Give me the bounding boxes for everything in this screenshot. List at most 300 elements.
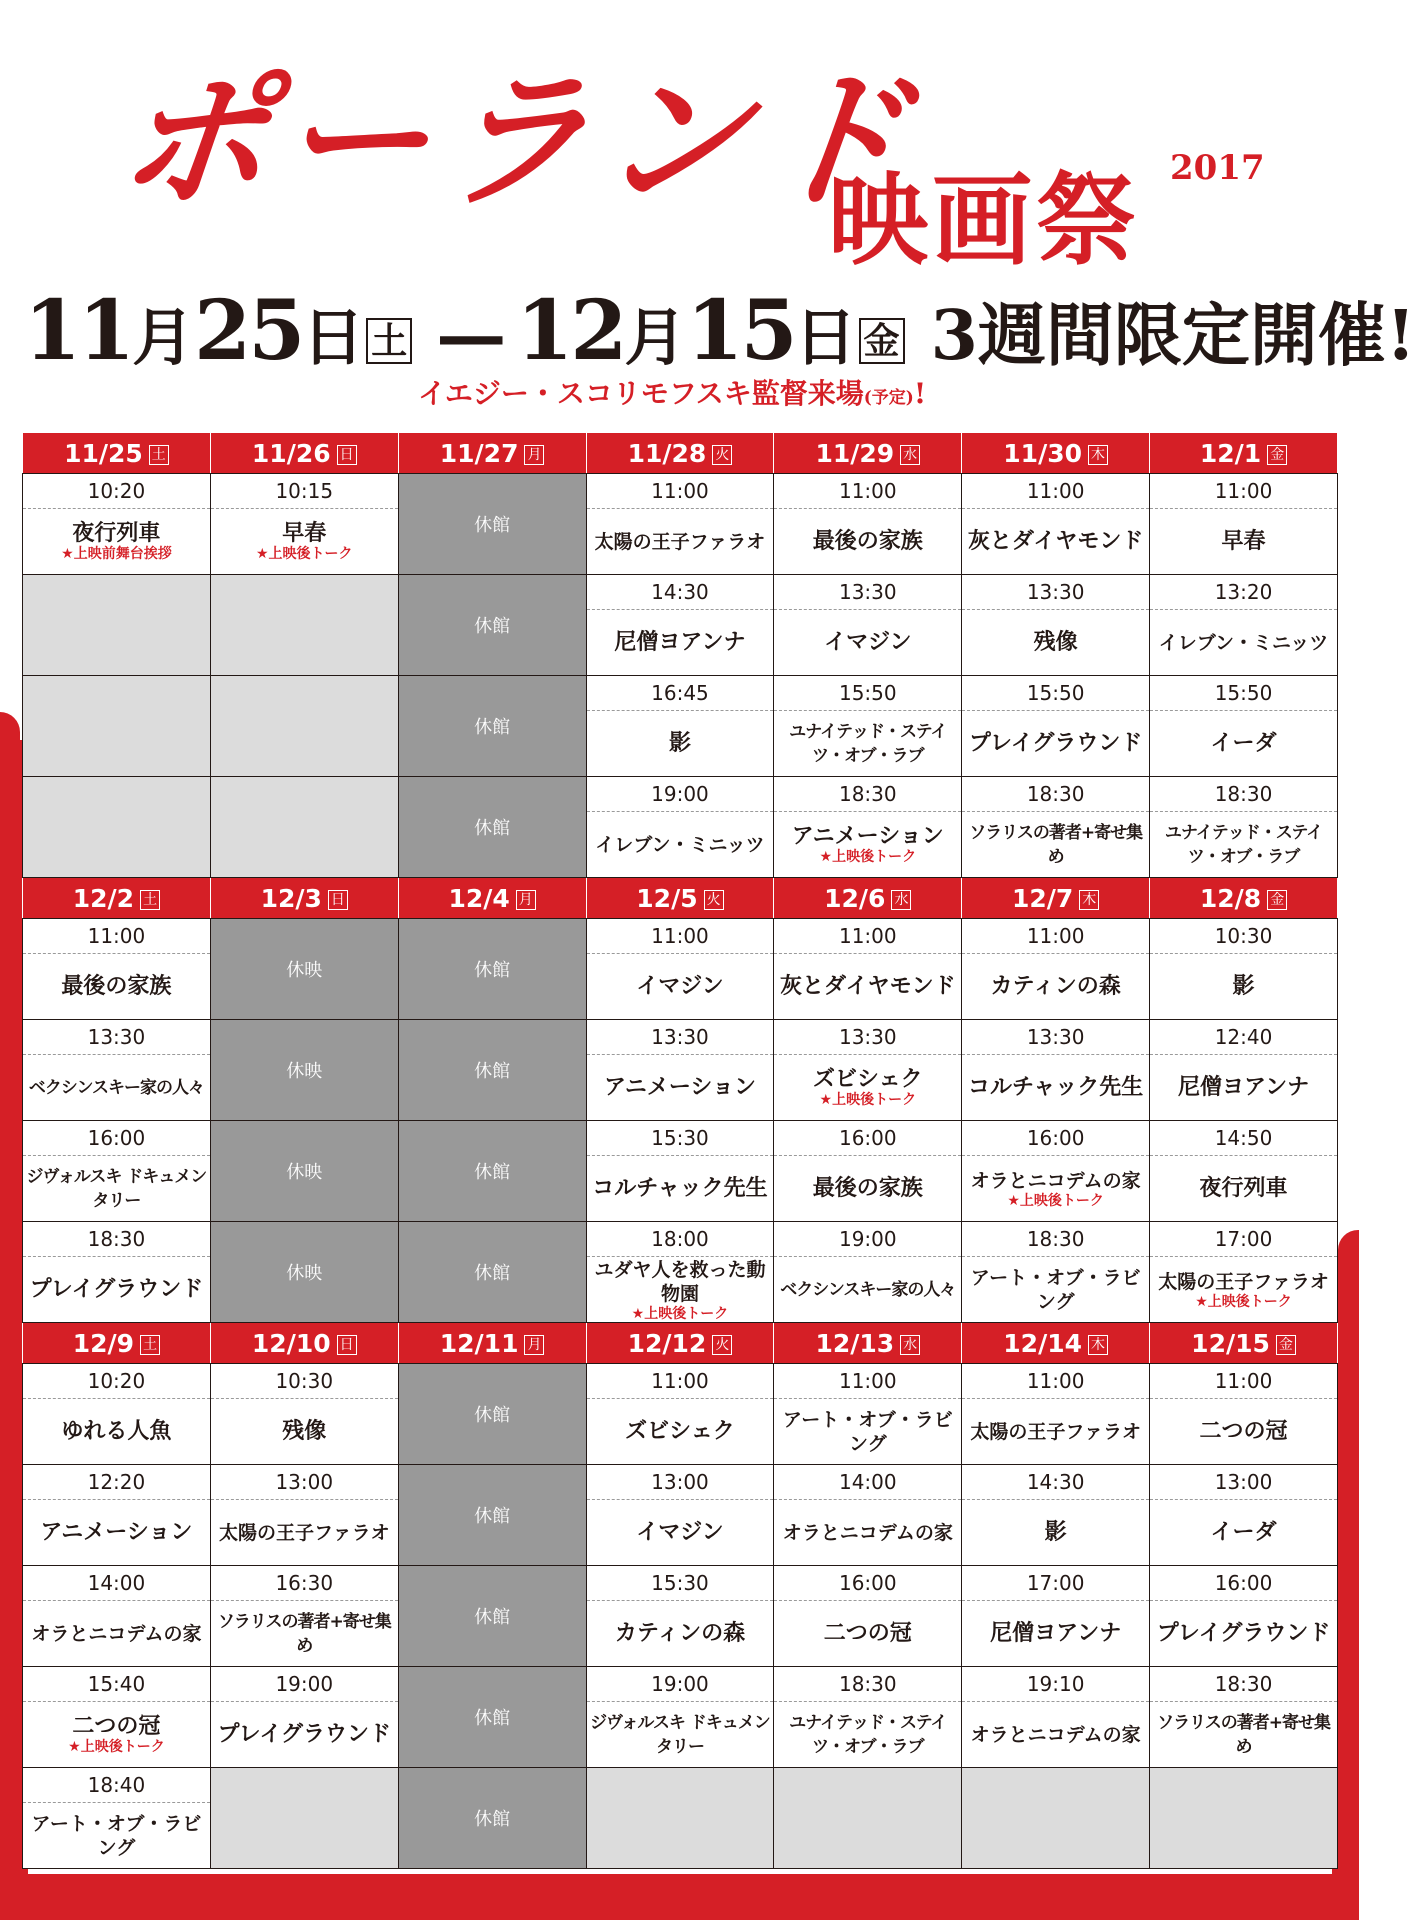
film-title: アート・オブ・ラビング [970, 1266, 1141, 1313]
screening-cell [23, 1465, 211, 1566]
film-block [1150, 1055, 1337, 1120]
screening-time: 13:30 [23, 1020, 210, 1055]
closed-label: 休館 [474, 717, 511, 738]
film-block [23, 1500, 210, 1565]
screening-time: 10:20 [23, 474, 210, 509]
film-block [962, 812, 1149, 877]
screening-time: 15:30 [587, 1121, 774, 1156]
screening-cell [586, 1222, 774, 1323]
screening-time: 18:30 [23, 1222, 210, 1257]
film-block [1150, 812, 1337, 877]
day-date: 12/4 [448, 883, 510, 913]
screening-time: 19:10 [962, 1667, 1149, 1702]
film-title: 残像 [282, 1418, 327, 1444]
closed-cell [210, 919, 398, 1020]
screening-time: 11:00 [587, 474, 774, 509]
screening-time: 16:00 [23, 1121, 210, 1156]
film-title: ズビシェク [625, 1418, 735, 1444]
start-weekday: 土 [366, 318, 412, 364]
closed-cell [398, 676, 586, 777]
film-title: カティンの森 [614, 1620, 746, 1646]
day-header [962, 1323, 1150, 1364]
screening-time: 12:20 [23, 1465, 210, 1500]
film-title: 二つの冠 [72, 1713, 161, 1739]
day-weekday: 木 [1088, 445, 1108, 465]
screening-row [23, 1020, 1338, 1121]
film-block [587, 954, 774, 1019]
screening-time: 18:30 [962, 777, 1149, 812]
film-block [1150, 711, 1337, 776]
screening-time: 16:00 [962, 1121, 1149, 1156]
closed-label: 休館 [474, 818, 511, 839]
screening-time: 13:30 [962, 575, 1149, 610]
end-day-unit: 日 [794, 301, 857, 374]
day-weekday: 木 [1088, 1335, 1108, 1355]
screening-time: 11:00 [587, 919, 774, 954]
screening-cell [586, 676, 774, 777]
film-block [1150, 610, 1337, 675]
day-weekday: 土 [149, 445, 169, 465]
screening-cell [586, 919, 774, 1020]
film-block [774, 1156, 961, 1221]
screening-time: 17:00 [1150, 1222, 1337, 1257]
closed-label: 休館 [474, 1607, 511, 1628]
closed-cell [210, 1222, 398, 1323]
film-block [962, 509, 1149, 574]
empty-cell [210, 777, 398, 878]
closed-cell [398, 1667, 586, 1768]
film-title: 早春 [282, 520, 327, 546]
closed-cell [398, 1768, 586, 1869]
film-title: オラとニコデムの家 [970, 1169, 1141, 1192]
film-block [23, 1156, 210, 1221]
film-title: 最後の家族 [812, 528, 923, 554]
film-block [1150, 954, 1337, 1019]
screening-cell [210, 474, 398, 575]
event-note: ★上映後トーク [255, 545, 353, 562]
closed-label: 休映 [286, 1162, 323, 1183]
day-weekday: 土 [140, 1335, 160, 1355]
screening-cell [1150, 1667, 1338, 1768]
right-red-shape-top [1338, 1230, 1359, 1270]
day-date: 12/1 [1199, 438, 1262, 468]
day-weekday: 水 [900, 1335, 920, 1355]
start-day-unit: 日 [302, 301, 365, 374]
screening-time: 16:45 [587, 676, 774, 711]
event-note: ★上映後トーク [1195, 1293, 1292, 1310]
start-month-unit: 月 [132, 301, 195, 374]
film-block [774, 1055, 961, 1120]
day-weekday: 火 [712, 445, 732, 465]
film-block [211, 509, 398, 574]
screening-time: 13:00 [587, 1465, 774, 1500]
screening-time: 18:30 [774, 1667, 961, 1702]
film-title: 影 [1044, 1519, 1067, 1545]
screening-row [23, 1566, 1338, 1667]
empty-cell [23, 575, 211, 676]
film-block [587, 610, 774, 675]
screening-cell [774, 1465, 962, 1566]
day-header [398, 433, 586, 474]
day-header [774, 433, 962, 474]
day-date: 11/27 [439, 438, 519, 468]
day-date: 11/30 [1003, 438, 1082, 468]
film-title: コルチャック先生 [592, 1175, 768, 1201]
day-weekday: 金 [1267, 890, 1287, 910]
event-note: ★上映前舞台挨拶 [61, 545, 172, 562]
day-weekday: 月 [524, 1335, 544, 1355]
film-block [962, 1257, 1149, 1322]
screening-row [23, 676, 1338, 777]
closed-label: 休館 [474, 1708, 511, 1729]
closed-cell [398, 777, 586, 878]
film-title: イマジン [824, 629, 912, 655]
film-block [774, 711, 961, 776]
film-block [962, 1500, 1149, 1565]
film-block [774, 509, 961, 574]
film-block [211, 1601, 398, 1666]
film-title: イマジン [636, 973, 724, 999]
day-header [1150, 878, 1338, 919]
film-block [23, 1601, 210, 1666]
screening-cell [1150, 1121, 1338, 1222]
film-title: アート・オブ・ラビング [782, 1408, 953, 1455]
screening-time: 11:00 [1150, 474, 1337, 509]
festival-year: 2017 [1170, 148, 1265, 188]
film-title: 夜行列車 [1199, 1175, 1288, 1201]
day-weekday: 水 [900, 445, 920, 465]
screening-time: 16:30 [211, 1566, 398, 1601]
film-title: 灰とダイヤモンド [967, 528, 1144, 554]
film-title: 夜行列車 [72, 520, 161, 546]
screening-cell [210, 1566, 398, 1667]
day-header [962, 433, 1150, 474]
day-header [962, 878, 1150, 919]
day-date: 12/10 [251, 1328, 331, 1358]
screening-time: 18:00 [587, 1222, 774, 1257]
empty-cell [586, 1768, 774, 1869]
film-title: プレイグラウンド [29, 1276, 204, 1302]
film-block [1150, 1601, 1337, 1666]
film-title: オラとニコデムの家 [782, 1521, 953, 1544]
day-date: 12/2 [72, 883, 135, 913]
day-date: 12/15 [1191, 1328, 1270, 1358]
screening-cell [23, 1667, 211, 1768]
week-header-row [23, 878, 1338, 919]
screening-time: 11:00 [1150, 1364, 1337, 1399]
closed-cell [398, 1121, 586, 1222]
screening-time: 15:30 [587, 1566, 774, 1601]
day-date: 11/26 [251, 438, 331, 468]
screening-cell [586, 1020, 774, 1121]
day-header [586, 433, 774, 474]
screening-cell [774, 1222, 962, 1323]
film-title: ソラリスの著者+寄せ集め [217, 1611, 391, 1656]
screening-time: 14:30 [962, 1465, 1149, 1500]
closed-cell [398, 1020, 586, 1121]
day-header [398, 1323, 586, 1364]
day-weekday: 月 [516, 890, 536, 910]
screening-time: 15:50 [962, 676, 1149, 711]
film-title: 太陽の王子ファラオ [218, 1521, 390, 1544]
day-date: 11/28 [627, 438, 707, 468]
bottom-red-band [0, 1874, 1359, 1920]
day-weekday: 金 [1267, 445, 1287, 465]
screening-row [23, 1768, 1338, 1869]
film-block [962, 1702, 1149, 1767]
empty-cell [210, 575, 398, 676]
day-date: 12/13 [815, 1328, 895, 1358]
event-note: ★上映後トーク [819, 848, 917, 865]
film-title: イーダ [1210, 1519, 1277, 1545]
film-title: イレブン・ミニッツ [595, 833, 765, 856]
screening-cell [586, 1465, 774, 1566]
screening-cell [23, 1768, 211, 1869]
film-title: 太陽の王子ファラオ [594, 530, 766, 553]
screening-cell [210, 1364, 398, 1465]
closed-label: 休館 [474, 1405, 511, 1426]
day-header [210, 878, 398, 919]
film-block [962, 610, 1149, 675]
film-block [587, 1055, 774, 1120]
screening-cell [586, 1121, 774, 1222]
film-block [962, 1399, 1149, 1464]
film-block [23, 1055, 210, 1120]
event-note: ★上映後トーク [68, 1738, 165, 1755]
film-title: 残像 [1033, 629, 1078, 655]
screening-cell [962, 1020, 1150, 1121]
film-block [1150, 1500, 1337, 1565]
day-date: 12/8 [1199, 883, 1262, 913]
screening-cell [23, 1222, 211, 1323]
end-day: 15 [686, 283, 795, 379]
screening-cell [774, 777, 962, 878]
screening-time: 16:00 [774, 1121, 961, 1156]
screening-time: 19:00 [774, 1222, 961, 1257]
day-header [586, 878, 774, 919]
film-block [962, 711, 1149, 776]
day-header [774, 878, 962, 919]
screening-cell [1150, 777, 1338, 878]
screening-row [23, 777, 1338, 878]
closed-label: 休館 [474, 616, 511, 637]
day-weekday: 火 [712, 1335, 732, 1355]
screening-time: 14:30 [587, 575, 774, 610]
empty-cell [774, 1768, 962, 1869]
screening-time: 11:00 [774, 474, 961, 509]
film-block [587, 1601, 774, 1666]
screening-cell [962, 1364, 1150, 1465]
screening-cell [23, 1020, 211, 1121]
film-block [774, 954, 961, 1019]
film-title: 二つの冠 [1199, 1418, 1288, 1444]
screening-time: 11:00 [774, 1364, 961, 1399]
film-block [774, 1399, 961, 1464]
film-title: ソラリスの著者+寄せ集め [1157, 1712, 1330, 1757]
film-title: アート・オブ・ラビング [31, 1812, 202, 1859]
film-block [587, 1500, 774, 1565]
screening-time: 10:15 [211, 474, 398, 509]
screening-cell [1150, 919, 1338, 1020]
day-header [210, 1323, 398, 1364]
film-title: 太陽の王子ファラオ [970, 1420, 1141, 1443]
film-block [587, 711, 774, 776]
day-weekday: 日 [337, 1335, 357, 1355]
screening-cell [23, 1566, 211, 1667]
day-header [774, 1323, 962, 1364]
closed-cell [398, 1222, 586, 1323]
film-title: ソラリスの著者+寄せ集め [969, 822, 1143, 867]
closed-cell [210, 1020, 398, 1121]
event-note: ★上映後トーク [631, 1305, 729, 1322]
day-date: 11/25 [64, 438, 143, 468]
screening-row [23, 474, 1338, 575]
day-weekday: 水 [891, 890, 911, 910]
end-month: 12 [516, 283, 625, 379]
screening-time: 19:00 [211, 1667, 398, 1702]
screening-cell [210, 1667, 398, 1768]
day-date: 12/14 [1003, 1328, 1082, 1358]
screening-cell [962, 1566, 1150, 1667]
film-block [23, 1702, 210, 1767]
film-title: ユナイテッド・ステイツ・オブ・ラブ [789, 721, 947, 766]
screening-row [23, 1667, 1338, 1768]
screening-time: 15:40 [23, 1667, 210, 1702]
film-block [774, 812, 961, 877]
screening-time: 13:00 [1150, 1465, 1337, 1500]
film-title: アニメーション [791, 823, 944, 849]
screening-cell [586, 474, 774, 575]
screening-cell [774, 1364, 962, 1465]
day-weekday: 火 [704, 890, 724, 910]
film-title: カティンの森 [990, 973, 1121, 999]
film-block [1150, 1702, 1337, 1767]
screening-time: 19:00 [587, 1667, 774, 1702]
screening-row [23, 575, 1338, 676]
day-weekday: 月 [524, 445, 544, 465]
closed-cell [398, 575, 586, 676]
film-title: イマジン [636, 1519, 724, 1545]
screening-cell [1150, 575, 1338, 676]
screening-cell [774, 919, 962, 1020]
day-header [586, 1323, 774, 1364]
guest-tentative: (予定) [863, 388, 914, 408]
closed-label: 休映 [286, 1061, 323, 1082]
closed-cell [398, 1465, 586, 1566]
screening-time: 10:30 [1150, 919, 1337, 954]
film-title: オラとニコデムの家 [31, 1622, 202, 1645]
screening-cell [962, 474, 1150, 575]
screening-cell [774, 1020, 962, 1121]
film-title: ベクシンスキー家の人々 [28, 1077, 204, 1098]
empty-cell [1150, 1768, 1338, 1869]
screening-row [23, 1121, 1338, 1222]
day-header [23, 433, 211, 474]
week-header-row [23, 433, 1338, 474]
screening-cell [774, 575, 962, 676]
day-weekday: 日 [337, 445, 357, 465]
film-block [774, 610, 961, 675]
film-title: 尼僧ヨアンナ [614, 629, 746, 655]
screening-cell [774, 474, 962, 575]
closed-cell [398, 1364, 586, 1465]
screening-time: 13:20 [1150, 575, 1337, 610]
screening-time: 11:00 [962, 474, 1149, 509]
film-title: ジヴォルスキ ドキュメンタリー [26, 1166, 207, 1211]
film-title: プレイグラウンド [968, 730, 1143, 756]
film-block [211, 1399, 398, 1464]
film-title: 最後の家族 [61, 973, 172, 999]
screening-row [23, 1465, 1338, 1566]
film-block [962, 1601, 1149, 1666]
day-header [1150, 433, 1338, 474]
film-title: 影 [1232, 973, 1255, 999]
film-block [1150, 509, 1337, 574]
event-note: ★上映後トーク [819, 1091, 917, 1108]
screening-cell [1150, 1020, 1338, 1121]
film-title: 影 [668, 730, 691, 756]
screening-cell [962, 676, 1150, 777]
screening-cell [210, 1465, 398, 1566]
closed-label: 休館 [474, 1263, 511, 1284]
film-block [962, 954, 1149, 1019]
day-weekday: 土 [140, 890, 160, 910]
empty-cell [210, 676, 398, 777]
screening-time: 16:00 [1150, 1566, 1337, 1601]
film-title: 早春 [1221, 528, 1266, 554]
screening-time: 13:30 [774, 1020, 961, 1055]
screening-cell [1150, 1222, 1338, 1323]
screening-time: 13:00 [211, 1465, 398, 1500]
film-block [23, 1257, 210, 1322]
film-title: 尼僧ヨアンナ [990, 1620, 1122, 1646]
film-block [774, 1601, 961, 1666]
film-title: ユナイテッド・ステイツ・オブ・ラブ [789, 1712, 947, 1757]
screening-time: 13:30 [774, 575, 961, 610]
day-weekday: 金 [1276, 1335, 1296, 1355]
film-title: ユダヤ人を救った動物園 [594, 1258, 766, 1305]
film-block [1150, 1399, 1337, 1464]
empty-cell [962, 1768, 1150, 1869]
empty-cell [23, 777, 211, 878]
screening-cell [1150, 676, 1338, 777]
closed-label: 休映 [286, 960, 323, 981]
day-weekday: 日 [328, 890, 348, 910]
screening-time: 13:30 [962, 1020, 1149, 1055]
end-weekday: 金 [859, 318, 905, 364]
week-header-row [23, 1323, 1338, 1364]
film-block [23, 1803, 210, 1868]
empty-cell [23, 676, 211, 777]
start-day: 25 [194, 283, 303, 379]
range-dash: — [436, 293, 507, 376]
closed-label: 休館 [474, 1162, 511, 1183]
day-header [210, 433, 398, 474]
screening-cell [23, 919, 211, 1020]
film-block [1150, 1156, 1337, 1221]
screening-cell [1150, 1465, 1338, 1566]
screening-cell [962, 1121, 1150, 1222]
film-block [774, 1702, 961, 1767]
day-date: 12/9 [72, 1328, 135, 1358]
film-title: オラとニコデムの家 [970, 1723, 1141, 1746]
screening-time: 11:00 [962, 1364, 1149, 1399]
festival-title: 映画祭 [828, 161, 1140, 279]
film-block [587, 1399, 774, 1464]
screening-cell [962, 1465, 1150, 1566]
closed-label: 休館 [474, 515, 511, 536]
screening-cell [962, 1222, 1150, 1323]
